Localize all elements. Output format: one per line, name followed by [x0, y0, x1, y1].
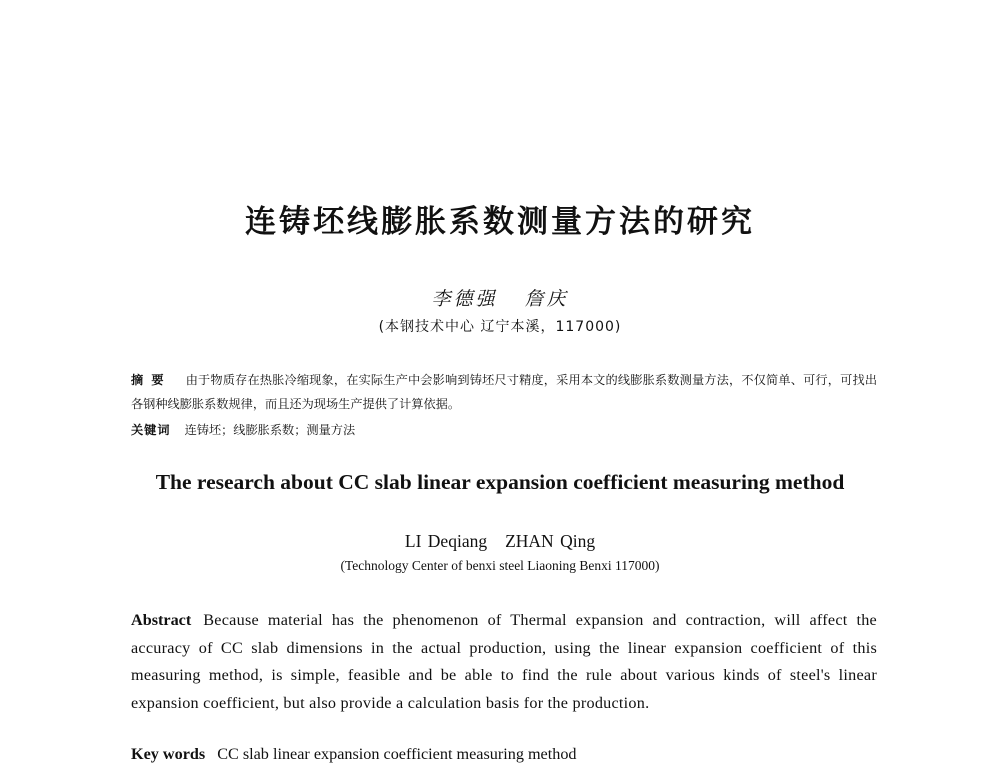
chinese-affiliation: (本钢技术中心 辽宁本溪，117000): [378, 319, 622, 335]
english-author-1: LI Deqiang: [404, 531, 488, 551]
english-abstract-label: Abstract: [131, 611, 192, 629]
english-author-2: ZHAN Qing: [505, 531, 596, 551]
english-keywords-label: Key words: [131, 745, 206, 763]
chinese-title: 连铸坯线膨胀系数测量方法的研究: [245, 204, 755, 240]
english-authors: [0, 531, 1000, 552]
chinese-keywords-label: 关键词: [131, 423, 171, 437]
english-affiliation: (Technology Center of benxi steel Liaoning Benxi 117000): [340, 558, 660, 573]
chinese-keywords-text: 连铸坯；线膨胀系数；测量方法: [184, 423, 356, 437]
english-abstract: [131, 607, 877, 717]
english-keywords: [131, 741, 877, 769]
chinese-abstract-text: 由于物质存在热胀冷缩现象，在实际生产中会影响到铸坯尺寸精度，采用本文的线膨胀系数测量方法，不仅简单、可行，可找出各钢种线膨胀系数规律，而且还为现场生产提供了计算依据。: [131, 373, 878, 411]
english-abstract-text: Because material has the phenomenon of Thermal expansion and contraction, will affect the accuracy of CC slab dimensions in the actual production, using the linear expansion coefficient of this measuring method, is simple, feasible and be able to find the rule about various kinds of steel's linear expansion coefficient, but also provide a calculation basis for the production.: [131, 611, 877, 712]
chinese-keywords: [131, 418, 877, 442]
english-title: The research about CC slab linear expansion coefficient measuring method: [155, 470, 845, 494]
english-keywords-text: CC slab linear expansion coefficient measuring method: [217, 745, 577, 763]
chinese-abstract-label: 摘要: [131, 373, 172, 387]
chinese-authors: 李德强 詹庆: [431, 288, 569, 310]
chinese-abstract: [131, 368, 877, 416]
